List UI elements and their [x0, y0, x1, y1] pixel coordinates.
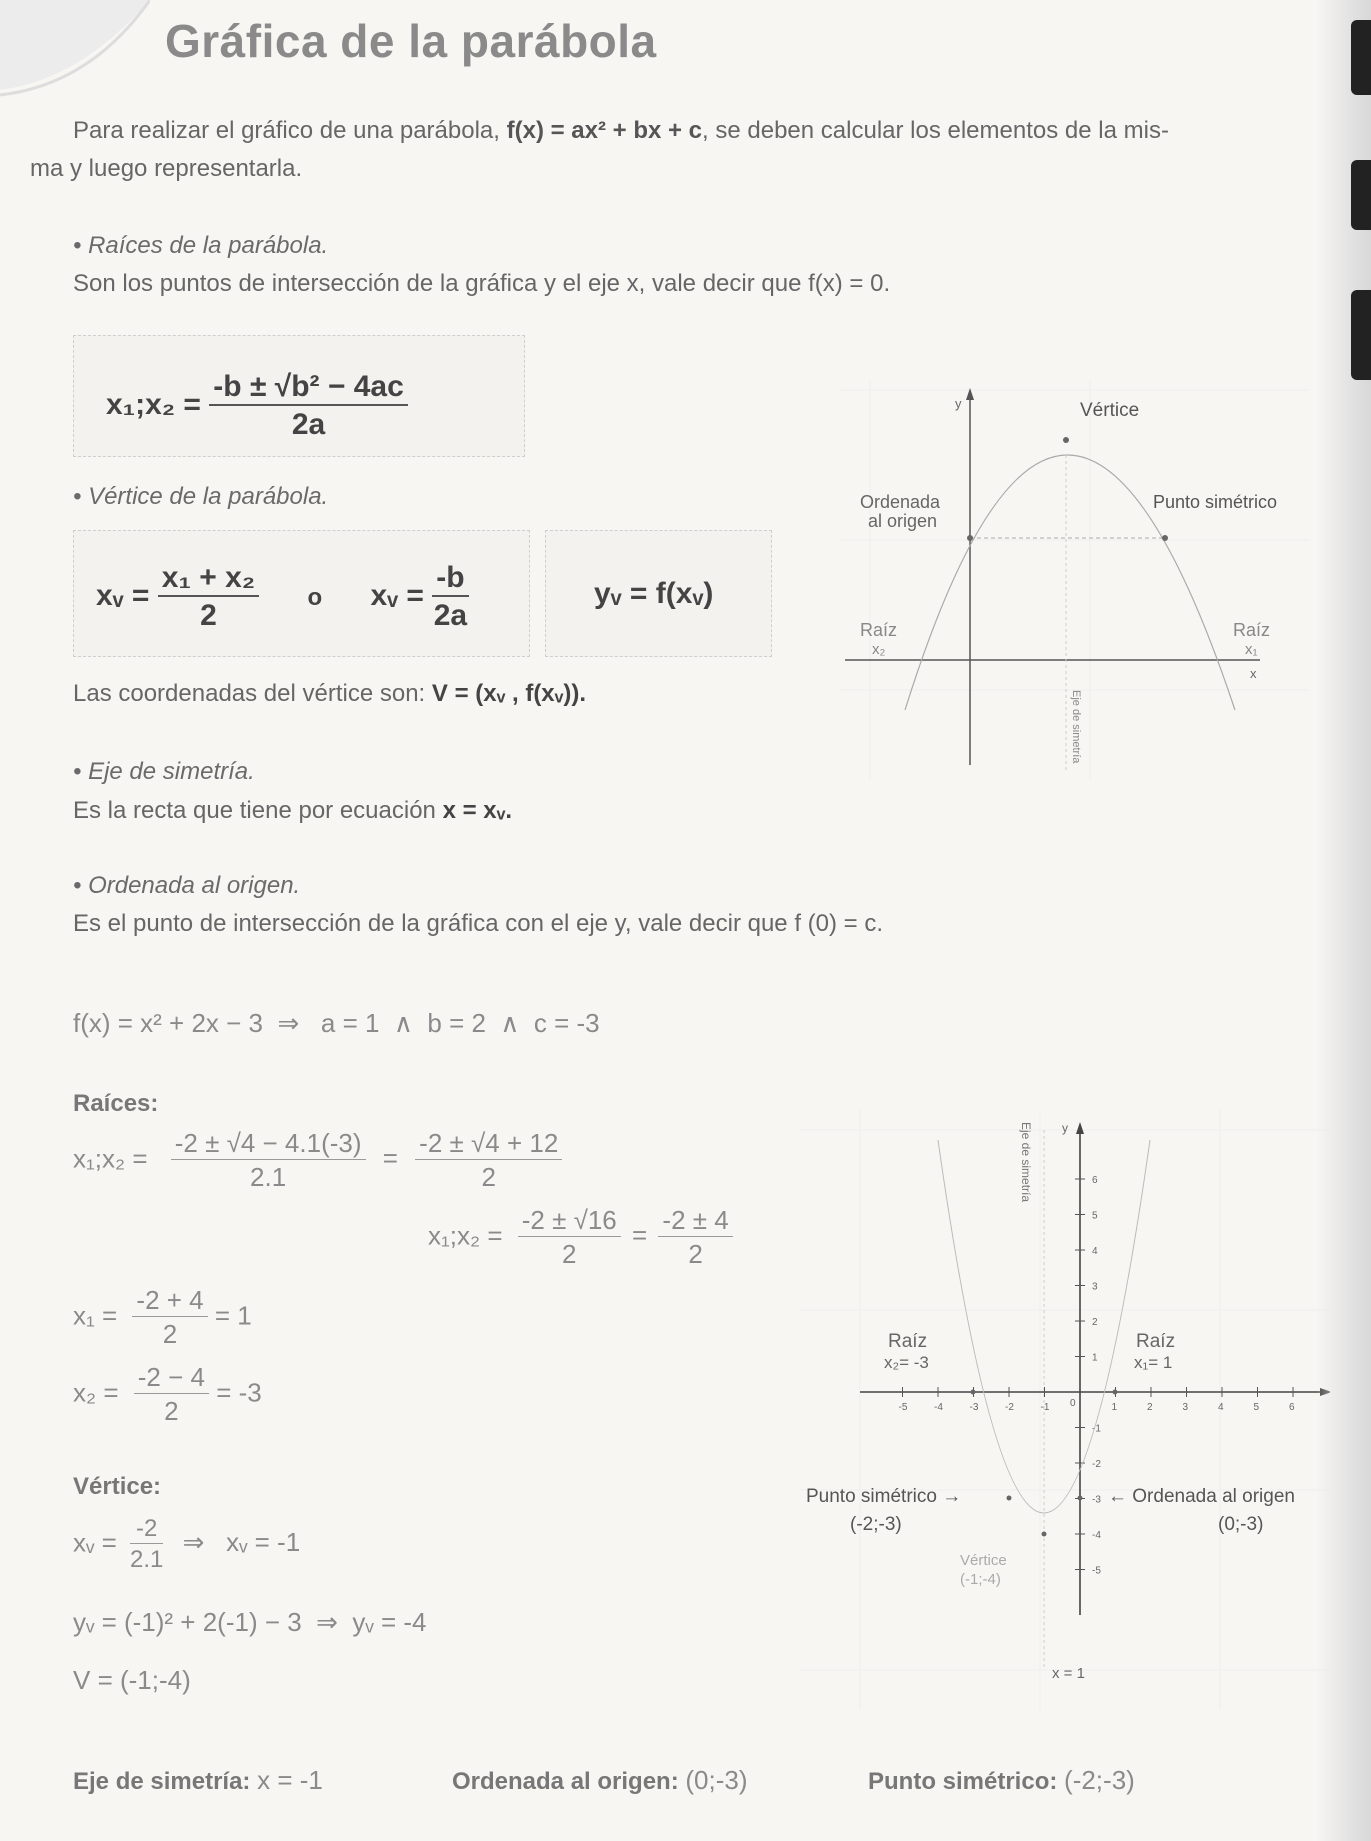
x1-label: x₁ [1245, 641, 1258, 658]
y-intercept-point [967, 535, 973, 541]
symmetric-summary-value: (-2;-3) [1064, 1765, 1135, 1795]
ordenada-label: Ordenada [860, 492, 941, 512]
vertice-label: Vértice [960, 1552, 1007, 1569]
x1-result: = 1 [214, 1300, 252, 1331]
raiz-left-label: Raíz [888, 1331, 928, 1352]
x2-numerator: -2 − 4 [134, 1362, 209, 1394]
xv-calc-denominator: 2.1 [130, 1546, 164, 1573]
axis-summary [73, 1765, 323, 1796]
axis-heading: • Eje de simetría. [73, 758, 255, 785]
origin-label: 0 [1070, 1398, 1076, 1409]
y-tick-label: 5 [1092, 1210, 1098, 1222]
eje-simetria-label: Eje de simetría [1019, 1122, 1033, 1203]
x-tick-label: -3 [969, 1402, 979, 1413]
vertex-coords-formula: V = (xᵥ , f(xᵥ)). [431, 680, 587, 707]
vertice-value: (-1;-4) [960, 1571, 1001, 1588]
page-tab [1351, 290, 1371, 380]
y-tick-label: -2 [1092, 1459, 1101, 1470]
r2-numerator: -2 ± √4 + 12 [415, 1128, 562, 1160]
raiz-right-label: Raíz [1233, 620, 1271, 640]
x2-label: x₂ [872, 641, 886, 658]
axis-summary-label: Eje de simetría: [73, 1768, 251, 1795]
formula-lhs: x₁;x₂ = [106, 387, 201, 421]
roots-heading: • Raíces de la parábola. [73, 232, 329, 259]
page-tab [1351, 20, 1371, 95]
x-tick-label: -5 [898, 1402, 908, 1413]
xv-numerator: x₁ + x₂ [158, 561, 259, 597]
xv-denominator: 2 [200, 599, 217, 632]
vertex-heading: • Vértice de la parábola. [73, 483, 329, 510]
y-tick-label: -3 [1092, 1494, 1101, 1506]
symmetric-summary-label: Punto simétrico: [868, 1768, 1058, 1795]
x-tick-label: -1 [1040, 1402, 1050, 1413]
page-tab [1351, 160, 1371, 230]
eje-simetria-label: Eje de simetría [1070, 690, 1082, 764]
parabola-general-graph [840, 380, 1310, 780]
raiz-right-label: Raíz [1136, 1331, 1176, 1352]
xv-calc-fraction [130, 1515, 163, 1574]
roots-step2 [428, 1205, 733, 1270]
x-tick-label: 6 [1289, 1402, 1295, 1413]
axis-formula: x = xᵥ. [442, 797, 513, 824]
y-tick-label: -5 [1092, 1565, 1101, 1577]
y-label: y [955, 396, 962, 411]
x-tick-label: 2 [1147, 1402, 1153, 1413]
xv2-numerator: -b [432, 561, 468, 597]
x-tick-label: -4 [934, 1402, 943, 1413]
symmetric-point [1007, 1496, 1012, 1501]
symmetric-point [1162, 535, 1168, 541]
raiz-left-label: Raíz [860, 620, 898, 640]
vertex-point [1063, 437, 1069, 443]
quadratic-fraction [209, 370, 407, 442]
r2-denominator: 2 [481, 1162, 496, 1192]
x1-denominator: 2 [162, 1319, 178, 1349]
origin-heading: • Ordenada al origen. [73, 872, 301, 899]
y-intercept-point [1078, 1496, 1083, 1501]
vertex-x-box [73, 530, 530, 657]
r1-fraction [171, 1128, 366, 1193]
ordenada-value: (0;-3) [1218, 1514, 1264, 1535]
vertex-point [1042, 1532, 1047, 1537]
punto-simetrico-label: Punto simétrico → [806, 1486, 962, 1507]
x-tick-label: 1 [1111, 1402, 1118, 1413]
parabola-curve [938, 1140, 1150, 1513]
xv2-denominator: 2a [433, 599, 468, 632]
ordenada-label: ← Ordenada al origen [1108, 1486, 1295, 1507]
formula-numerator: -b ± √b² − 4ac [209, 370, 407, 406]
r4-denominator: 2 [688, 1239, 703, 1269]
origin-summary-value: (0;-3) [685, 1765, 748, 1795]
roots-text: Son los puntos de intersección de la gráfica y el eje x, vale decir que f(x) = 0. [73, 270, 891, 297]
axis-text-body: Es la recta que tiene por ecuación [73, 797, 436, 824]
roots-step1 [73, 1128, 562, 1193]
r3-equals: = [632, 1220, 648, 1251]
xv-lhs: xᵥ = [96, 578, 150, 612]
yv-formula: yᵥ = f(xᵥ) [594, 577, 714, 610]
v-result: V = (-1;-4) [73, 1665, 191, 1695]
page-title: Gráfica de la parábola [165, 15, 657, 67]
origin-summary [452, 1765, 748, 1796]
axis-summary-value: x = -1 [257, 1765, 323, 1795]
xv-calc-result: ⇒ xᵥ = -1 [182, 1527, 301, 1558]
intro-text-end: , se deben calcular los elementos de la mis- [702, 117, 1169, 144]
punto-simetrico-value: (-2;-3) [850, 1514, 902, 1535]
y-tick-label: 1 [1092, 1352, 1098, 1364]
y-tick-label: -4 [1092, 1530, 1101, 1541]
x-tick-label: -2 [1005, 1402, 1014, 1413]
r3-denominator: 2 [562, 1239, 577, 1269]
x-equation-label: x = 1 [1052, 1665, 1085, 1682]
r4-numerator: -2 ± 4 [658, 1205, 732, 1237]
roots-example-heading: Raíces: [73, 1090, 159, 1117]
x2-result: = -3 [216, 1377, 262, 1408]
raiz-left-value: x₂= -3 [884, 1353, 929, 1372]
page-edge [1316, 0, 1371, 1841]
parabola-example-graph [800, 1110, 1330, 1710]
formula-denominator: 2a [291, 408, 326, 441]
example-function: f(x) = x² + 2x − 3 ⇒ a = 1 ∧ b = 2 ∧ c = -3 [73, 1008, 600, 1038]
vertex-y-box [545, 530, 772, 657]
r1-numerator: -2 ± √4 − 4.1(-3) [171, 1128, 366, 1160]
xv-calc-numerator: -2 [130, 1515, 163, 1544]
x2-calculation [73, 1362, 262, 1427]
x1-numerator: -2 + 4 [132, 1285, 207, 1317]
root-x1-point [1113, 1390, 1118, 1395]
r1-denominator: 2.1 [250, 1162, 287, 1192]
vertex-example-heading: Vértice: [73, 1473, 162, 1500]
x2-fraction [134, 1362, 209, 1427]
x-tick-label: 4 [1218, 1402, 1224, 1413]
r1-equals: = [382, 1143, 398, 1174]
intro-formula: f(x) = ax² + bx + c [506, 117, 703, 144]
corner-decoration [0, 0, 150, 110]
y-label: y [1062, 1121, 1068, 1135]
x2-lhs: x₂ = [73, 1377, 119, 1408]
origin-summary-label: Ordenada al origen: [452, 1768, 679, 1795]
x-tick-label: 5 [1253, 1402, 1260, 1413]
y-tick-label: 4 [1092, 1246, 1098, 1257]
x1-lhs: x₁ = [73, 1300, 118, 1331]
x2-denominator: 2 [164, 1396, 179, 1426]
xv2-fraction [432, 561, 468, 633]
root-x2-point [971, 1390, 976, 1395]
vertex-coords-text: Las coordenadas del vértice son: [73, 680, 426, 707]
vertex-label: Vértice [1080, 400, 1140, 421]
intro-text: Para realizar el gráfico de una parábola, [73, 117, 500, 144]
x1-calculation [73, 1285, 252, 1350]
x-label: x [1250, 666, 1257, 681]
xv-calc-lhs: xᵥ = [73, 1527, 117, 1558]
y-tick-label: 3 [1092, 1281, 1098, 1293]
xv-fraction [158, 561, 259, 633]
or-word: o [307, 583, 323, 611]
x-tick-label: 3 [1182, 1402, 1189, 1413]
symmetric-summary [868, 1765, 1135, 1796]
y-tick-label: -1 [1092, 1423, 1101, 1435]
r2-fraction [415, 1128, 562, 1193]
r1-lhs: x₁;x₂ = [73, 1143, 148, 1174]
al-origen-label: al origen [868, 511, 938, 531]
y-tick-label: 2 [1092, 1317, 1098, 1328]
intro-line2: ma y luego representarla. [30, 155, 303, 182]
xv2-lhs: xᵥ = [370, 578, 424, 612]
quadratic-formula-box [73, 335, 525, 457]
origin-text: Es el punto de intersección de la gráfica con el eje y, vale decir que f (0) = c. [73, 910, 883, 937]
yv-calculation: yᵥ = (-1)² + 2(-1) − 3 ⇒ yᵥ = -4 [73, 1607, 427, 1637]
r4-fraction [658, 1205, 732, 1270]
y-axis-arrow-icon [1076, 1122, 1084, 1134]
raiz-right-value: x₁= 1 [1134, 1353, 1173, 1372]
intro-paragraph [73, 112, 1313, 150]
r3-lhs: x₁;x₂ = [428, 1220, 503, 1251]
x1-fraction [132, 1285, 207, 1350]
r3-fraction [518, 1205, 621, 1270]
r3-numerator: -2 ± √16 [518, 1205, 621, 1237]
axis-text [73, 797, 512, 825]
vertex-coords [73, 680, 586, 708]
y-tick-label: 6 [1092, 1175, 1098, 1186]
xv-calculation [73, 1515, 300, 1574]
punto-simetrico-label: Punto simétrico [1153, 492, 1278, 512]
